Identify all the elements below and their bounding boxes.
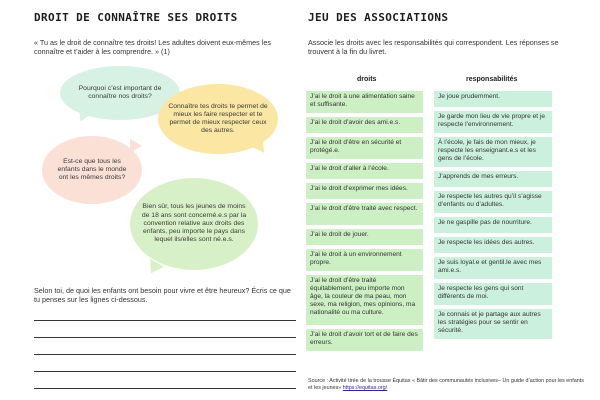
right-card[interactable]: J’ai le droit d’avoir des ami.e.s. (306, 117, 423, 133)
right-card[interactable]: J’ai le droit d’exprimer mes idées. (306, 183, 423, 199)
responsibility-card[interactable]: Je respecte les gens qui sont différents de moi. (434, 283, 552, 305)
responsibility-card[interactable]: Je respecte les idées des autres. (434, 237, 552, 253)
speech-bubble-answer-2: Bien sûr, tous les jeunes de moins de 18 ans sont concerné.e.s par la convention relative aux droits des enfants, peu importe le pays dans lequel ils/elles sont né.e.s. (130, 178, 258, 270)
speech-bubble-question-2: Est-ce que tous les enfants dans le monde ont les mêmes droits? (42, 136, 142, 204)
right-card[interactable]: J’ai le droit à une alimentation saine et suffisante. (306, 91, 423, 113)
speech-bubble-answer-1: Connaître tes droits te permet de mieux les faire respecter et te permet de mieux respecter ceux des autres. (158, 84, 278, 154)
responsibility-card[interactable]: Je joue prudemment. (434, 91, 552, 107)
rights-column-header: droits (357, 76, 377, 83)
responsibility-card[interactable]: Je garde mon lieu de vie propre et je respecte l’environnement. (434, 111, 552, 133)
responsibility-card[interactable]: À l’école, je fais de mon mieux, je respecte les enseignant.e.s et les gens de l’école. (434, 137, 552, 167)
writing-line[interactable] (34, 371, 296, 372)
right-section-title: JEU DES ASSOCIATIONS (308, 11, 449, 24)
right-card[interactable]: J’ai le droit à un environnement propre. (306, 249, 423, 271)
source-note (308, 378, 588, 392)
right-card[interactable]: J’ai le droit de jouer. (306, 229, 423, 245)
game-instructions: Associe les droits avec les responsabilités qui correspondent. Les réponses se trouvent à la fin du livret. (308, 38, 559, 57)
responsibility-card[interactable]: Je connais et je partage aux autres les stratégies pour se sentir en sécurité. (434, 309, 552, 339)
intro-quote: « Tu as le droit de connaître tes droits! Les adultes doivent eux-mêmes les connaître et t’aider à les comprendre. » (1) (34, 38, 271, 57)
right-card[interactable]: J’ai le droit d’être traité équitablement, peu importe mon âge, la couleur de ma peau, mon sexe, ma religion, mes opinions, ma nationalité ou ma culture. (306, 275, 423, 325)
right-card[interactable]: J’ai le droit d’aller à l’école. (306, 163, 423, 179)
responsibility-card[interactable]: J’apprends de mes erreurs. (434, 171, 552, 187)
right-card[interactable]: J’ai le droit d’être traité avec respect. (306, 203, 423, 225)
writing-line[interactable] (34, 354, 296, 355)
responsibility-card[interactable]: Je respecte les autres qu’il s’agisse d’enfants ou d’adultes. (434, 191, 552, 213)
writing-line[interactable] (34, 337, 296, 338)
source-text: Source : Activité tirée de la trousse Équitas « Bâtir des communautés inclusives– Un guide d’action pour les enfants et les jeunes» (308, 378, 584, 391)
left-section-title: DROIT DE CONNAÎTRE SES DROITS (34, 11, 238, 24)
responsibility-card[interactable]: Je suis loyal.e et gentil.le avec mes ami.e.s. (434, 257, 552, 279)
writing-prompt: Selon toi, de quoi les enfants ont besoin pour vivre et être heureux? Écris ce que tu penses sur les lignes ci-dessous. (34, 286, 291, 305)
responsibility-card[interactable]: Je ne gaspille pas de nourriture. (434, 217, 552, 233)
right-card[interactable]: J’ai le droit d’être en sécurité et protégé.e. (306, 137, 423, 159)
writing-line[interactable] (34, 388, 296, 389)
responsibilities-column-header: responsabilités (466, 76, 518, 83)
right-card[interactable]: J’ai le droit d’avoir tort et de faire des erreurs. (306, 329, 423, 351)
writing-line[interactable] (34, 320, 296, 321)
source-link[interactable]: https://equitas.org/ (342, 384, 388, 391)
speech-bubble-question-1: Pourquoi c’est important de connaître nos droits? (60, 66, 180, 120)
